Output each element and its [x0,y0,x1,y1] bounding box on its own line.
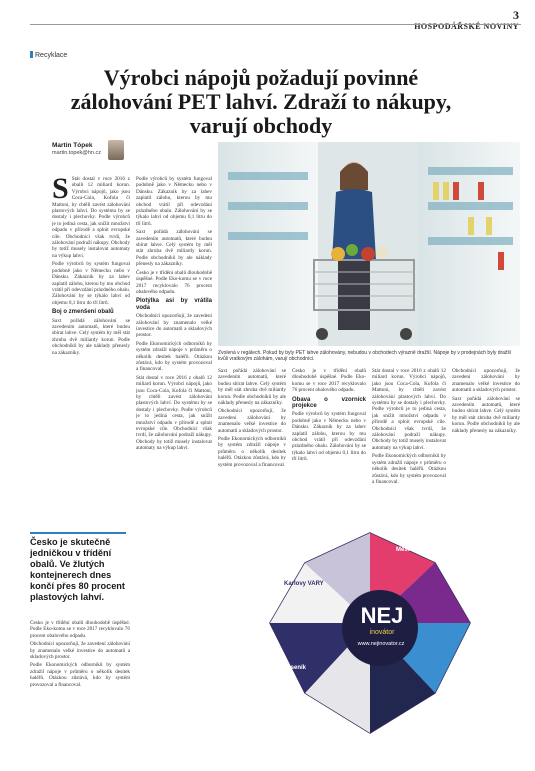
ad-place-label: BÍLINA [420,707,440,713]
article-column-4 [292,368,366,518]
section-bar [30,51,33,58]
column-text: Podle Ekonomických odborníků by systém zdražil nápoje v průměru o několik desítek haléřů. Otázkou zůstává, kdo by systém provozoval a financoval. [218,436,286,468]
photo-caption: Zvolená v regálech. Pokud by byly PET lahve zálohovány, nebudou v obchodech výrazně dražší. Nápoje by v prodejnách byly dražší kvůli vratkovým zálohám, varují obchodníci. [218,350,512,362]
advertisement-nej-inovator[interactable] [220,523,520,745]
column-text: Obchodníci upozorňují, že zavedení zálohování by znamenalo velké investice do automatů a skladových prostor. [218,408,286,434]
author-photo [108,140,124,160]
ad-place-label: Plzeň [424,547,443,554]
ad-place-label: Karlovy VARY [284,581,324,587]
column-text: Česko je v třídění obalů dlouhodobě úspěšné. Podle Eko-komu se v roce 2017 recyklovalo 76 procent obalového odpadu. [30,620,130,639]
article-column-6 [452,368,520,518]
author-email[interactable]: martin.topek@hn.cz [52,150,101,156]
ad-place-label: Město [396,547,414,553]
article-column-1b [30,620,130,750]
section-label [30,51,67,59]
subhead: Plotýlka asi by vrátila voda [136,298,212,311]
author-name: Martin Tópek [52,142,93,149]
column-text: Podle výrobců by systém fungoval podobně jako v Německu nebo v Dánsku. Zákazník by za lahev zaplatil zálohu, kterou by mu obchod vrátil při odevzdání prázdného obalu. Zálohování by se týkalo lahví od objemu 0,1 litru do tří litrů. [292,411,366,463]
newspaper-name: HOSPODÁŘSKÉ NOVINY [414,22,519,31]
ad-place-label: Jeseník [284,665,307,671]
article-column-5 [372,368,446,518]
ad-logo-text: NEJ [360,603,404,628]
article-photo [218,142,520,346]
subhead: Boj o zmenšení obalů [52,309,114,316]
ad-logo-subtitle: inovátor [369,629,395,636]
article-column-3 [218,368,286,518]
supermarket-photo-illustration [218,142,520,346]
headline: Výrobci nápojů požadují povinné zálohování PET lahví. Zdraží to nákupy, varují obchody [70,65,452,138]
column-text: Saxt pořádá zálohování se zavedením automatů, které budou sbírat lahve. Celý systém by měl stát zhruba dvě miliardy korun. Podle obchodníků by ale náklady přenesly na zákazníky. [218,368,286,407]
ad-url[interactable]: www.nejinovator.cz [357,641,405,647]
article-column-1 [52,176,130,512]
column-text: Podle výrobců by systém fungoval podobně jako v Německu nebo v Dánsku. Zákazník by za lahev zaplatil zálohu, kterou by mu obchod vrátil při odevzdání prázdného obalu. Zálohování by se týkalo lahví od objemu 0,1 litru do tří litrů. [52,261,130,306]
column-text: Česko je v třídění obalů dlouhodobě úspěšné. Podle Eko-komu se v roce 2017 recyklovalo 76 procent obalového odpadu. [292,368,366,394]
column-text: Obchodníci upozorňují, že zavedení zálohování by znamenalo velké investice do automatů a skladových prostor. [30,641,130,661]
column-text: Stát dostal v roce 2016 z obalů 12 miliard korun. Výrobci nápojů, jako jsou Coca-Cola, Kofola či Mattoni, by chtěli zavést zálohování plastových lahví. Do systému by se dostaly i plechovky. Podle výrobců je to jediná cesta, jak snížit množství odpadu v přírodě a splnit evropské cíle. Obchodníci však tvrdí, že zálohování podraží nákupy. Obchody by totiž musely instalovat automaty na výkup lahví. [52,176,130,259]
column-text: Podle Ekonomických odborníků by systém zdražil nápoje v průměru o několik desítek haléřů. Otázkou zůstává, kdo by systém provozoval a financoval. [372,453,446,485]
column-text: Podle Ekonomických odborníků by systém zdražil nápoje v průměru o několik desítek haléřů. Otázkou zůstává, kdo by systém provozoval a financoval. [136,340,212,373]
drop-cap: S [52,176,69,205]
column-text: Podle výrobců by systém fungoval podobně jako v Německu nebo v Dánsku. Zákazník by za lahev zaplatil zálohu, kterou by mu obchod vrátil při odevzdání prázdného obalu. Zálohování by se týkalo lahví od objemu 0,1 litru do tří litrů. [136,176,212,227]
column-text: Saxt pořádá zálohování se zavedením automatů, které budou sbírat lahve. Celý systém by měl stát zhruba dvě miliardy korun. Podle obchodníků by ale náklady přenesly na zákazníky. [452,395,520,434]
column-text: Česko je v třídění obalů dlouhodobě úspěšné. Podle Eko-komu se v roce 2017 recyklovalo 76 procent obalového odpadu. [136,269,212,295]
ad-place-label: 5M [446,673,458,682]
column-text: Podle Ekonomických odborníků by systém zdražil nápoje v průměru o několik desítek haléřů. Otázkou zůstává, kdo by systém provozoval a financoval. [30,662,130,688]
pull-quote: Česko je skutečně jedničkou v třídění obalů. Ve žlutých kontejnerech dnes končí přes 80 procent plastových lahví. [30,532,126,603]
page-number: 3 [513,8,519,22]
column-text: Stát dostal v roce 2016 z obalů 12 miliard korun. Výrobci nápojů, jako jsou Coca-Cola, Kofola či Mattoni, by chtěli zavést zálohování plastových lahví. Do systému by se dostaly i plechovky. Podle výrobců je to jediná cesta, jak snížit množství odpadu v přírodě a splnit evropské cíle. Obchodníci však tvrdí, že zálohování podraží nákupy. Obchody by totiž musely instalovat automaty na výkup lahví. [372,368,446,451]
column-text: Stát dostal v roce 2016 z obalů 12 miliard korun. Výrobci nápojů, jako jsou Coca-Cola, Kofola či Mattoni, by chtěli zavést zálohování plastových lahví. Do systému by se dostaly i plechovky. Podle výrobců je to jediná cesta, jak snížit množství odpadu v přírodě a splnit evropské cíle. Obchodníci však tvrdí, že zálohování podraží nákupy. Obchody by totiž musely instalovat automaty na výkup lahví. [136,374,212,452]
header-rule [30,24,521,25]
column-text: Saxt pořádá zálohování se zavedením automatů, které budou sbírat lahve. Celý systém by měl stát zhruba dvě miliardy korun. Podle obchodníků by ale náklady přenesly na zákazníky. [136,229,212,268]
subhead: Obava o vzorníck projekce [292,396,366,410]
article-column-2 [136,176,212,746]
column-text: Obchodníci upozorňují, že zavedení zálohování by znamenalo velké investice do automatů a skladových prostor. [452,368,520,394]
section-text: Recyklace [35,52,68,59]
column-text: Obchodníci upozorňují, že zavedení zálohování by znamenalo velké investice do automatů a skladových prostor. [136,313,212,339]
column-text: Saxt pořádá zálohování se zavedením automatů, které budou sbírat lahve. Celý systém by měl stát zhruba dvě miliardy korun. Podle obchodníků by ale náklady přenesly na zákazníky. [52,317,130,356]
